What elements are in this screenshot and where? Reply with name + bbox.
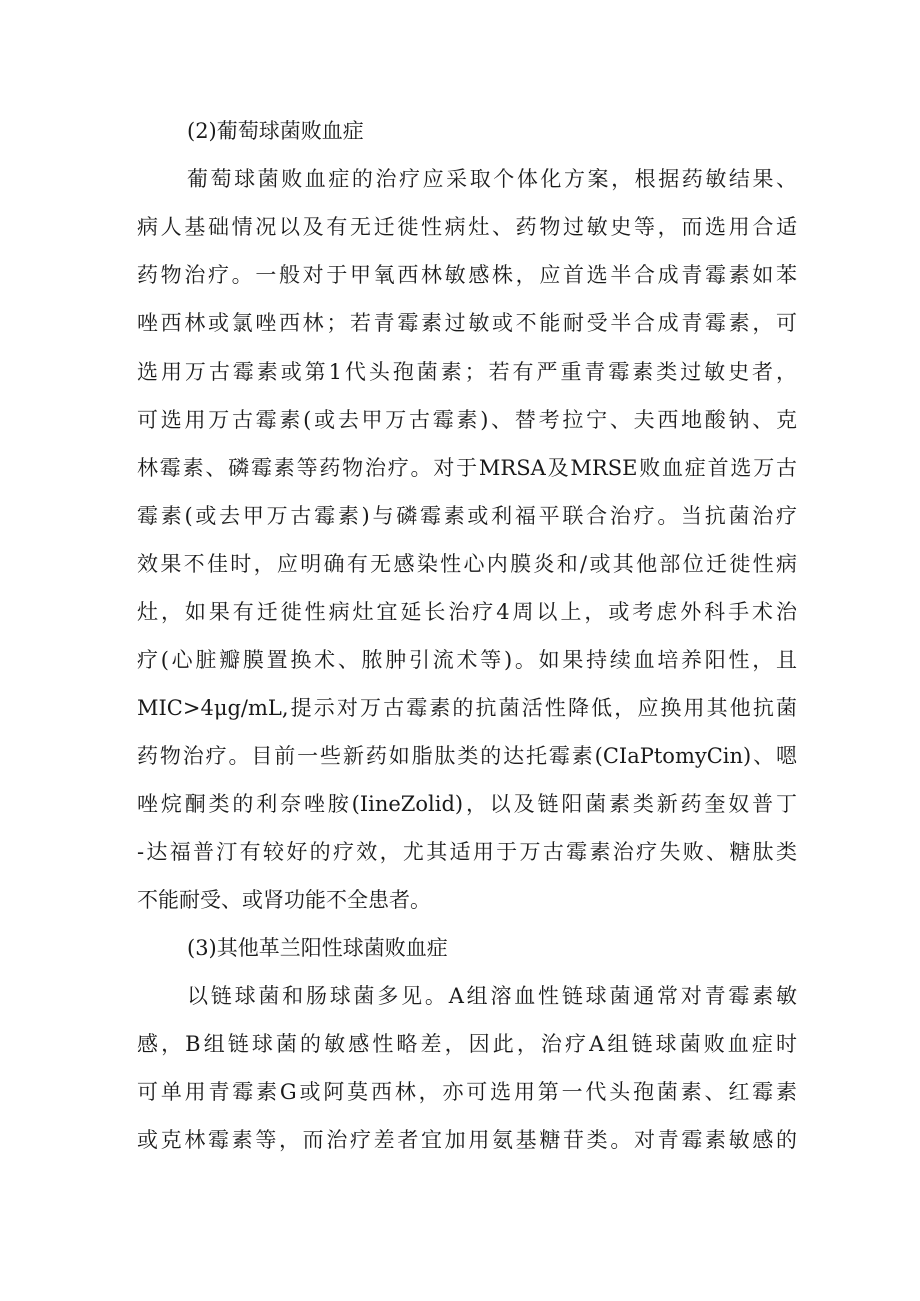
- paragraph-line: 霉素(或去甲万古霉素)与磷霉素或利福平联合治疗。当抗菌治疗: [137, 504, 797, 528]
- paragraph-line: 不能耐受、或肾功能不全患者。: [137, 888, 431, 912]
- paragraph-line: 可选用万古霉素(或去甲万古霉素)、替考拉宁、夫西地酸钠、克: [137, 408, 797, 432]
- paragraph-line: 效果不佳时，应明确有无感染性心内膜炎和/或其他部位迁徙性病: [137, 552, 797, 576]
- paragraph-line: 药物治疗。目前一些新药如脂肽类的达托霉素(CIaPtomyCin)、嗯: [137, 744, 797, 768]
- paragraph-line: 灶，如果有迁徙性病灶宜延长治疗4周以上，或考虑外科手术治: [137, 600, 797, 624]
- paragraph-line: -达福普汀有较好的疗效，尤其适用于万古霉素治疗失败、糖肽类: [137, 840, 797, 864]
- paragraph-line: 葡萄球菌败血症的治疗应采取个体化方案，根据药敏结果、: [187, 167, 797, 191]
- paragraph-line: 或克林霉素等，而治疗差者宜加用氨基糖苷类。对青霉素敏感的: [137, 1128, 797, 1152]
- paragraph-line: 唑烷酮类的利奈唑胺(IineZolid)，以及链阳菌素类新药奎奴普丁: [137, 792, 797, 816]
- paragraph-line: 选用万古霉素或第1代头孢菌素；若有严重青霉素类过敏史者，: [137, 360, 797, 384]
- paragraph-line: 以链球菌和肠球菌多见。A组溶血性链球菌通常对青霉素敏: [187, 984, 797, 1008]
- paragraph-line: 药物治疗。一般对于甲氧西林敏感株，应首选半合成青霉素如苯: [137, 263, 797, 287]
- paragraph-line: MIC>4μg/mL,提示对万古霉素的抗菌活性降低，应换用其他抗菌: [137, 696, 797, 720]
- paragraph-line: 病人基础情况以及有无迁徙性病灶、药物过敏史等，而选用合适: [137, 215, 797, 239]
- section-heading-gram-positive: (3)其他革兰阳性球菌败血症: [187, 936, 448, 960]
- paragraph-line: 林霉素、磷霉素等药物治疗。对于MRSA及MRSE败血症首选万古: [137, 456, 797, 480]
- paragraph-line: 感，B组链球菌的敏感性略差，因此，治疗A组链球菌败血症时: [137, 1032, 797, 1056]
- paragraph-line: 唑西林或氯唑西林；若青霉素过敏或不能耐受半合成青霉素，可: [137, 311, 797, 335]
- paragraph-line: 疗(心脏瓣膜置换术、脓肿引流术等)。如果持续血培养阳性，且: [137, 648, 797, 672]
- paragraph-line: 可单用青霉素G或阿莫西林，亦可选用第一代头孢菌素、红霉素: [137, 1080, 797, 1104]
- section-heading-staphylococcus: (2)葡萄球菌败血症: [187, 119, 364, 143]
